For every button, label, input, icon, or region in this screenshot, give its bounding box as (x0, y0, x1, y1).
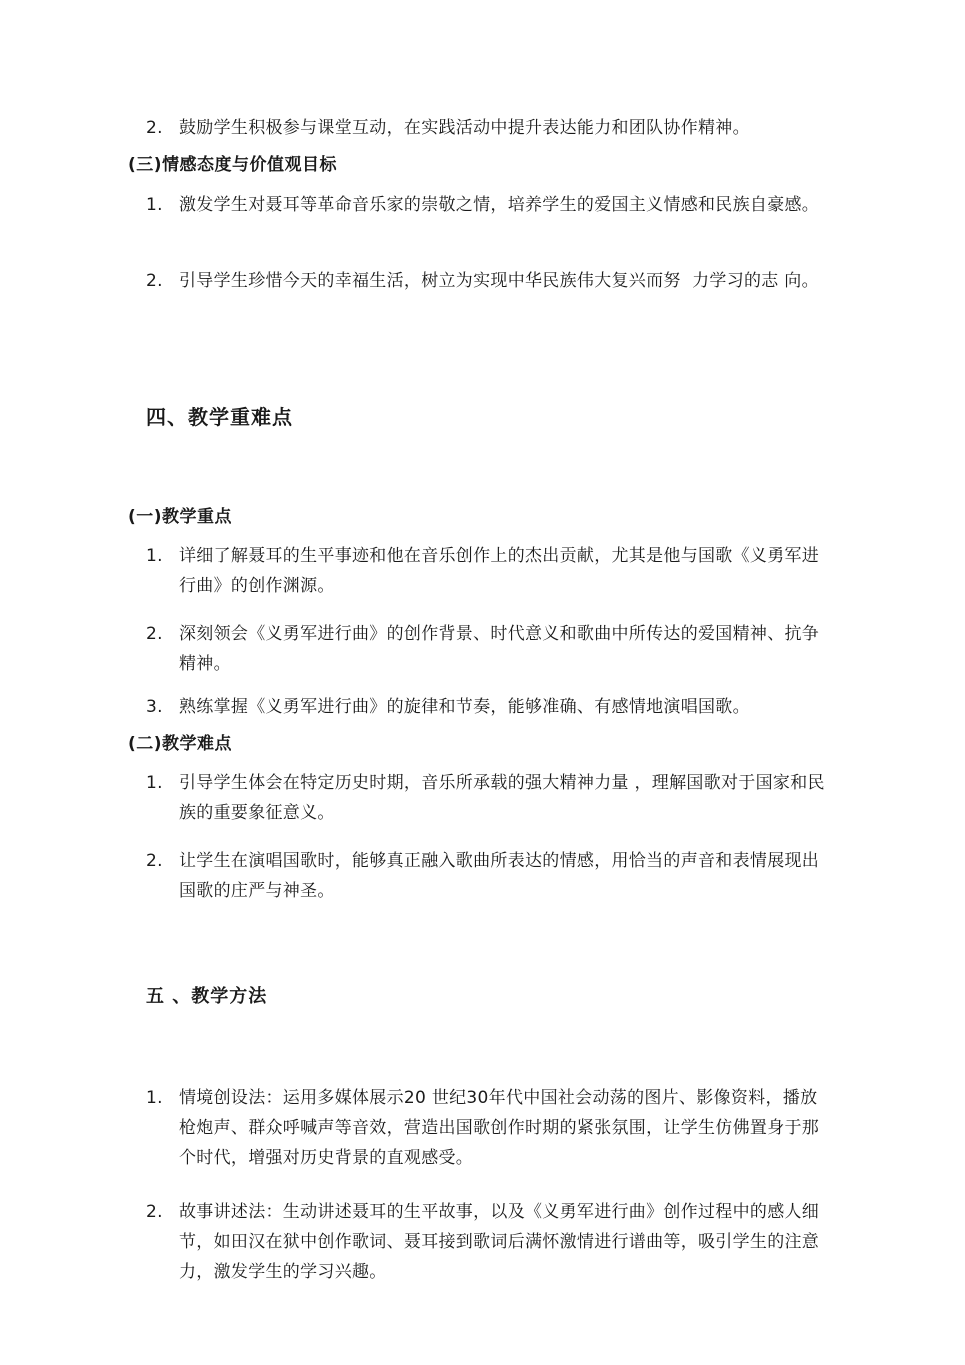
list-item (146, 846, 826, 906)
list-text: 故事讲述法：生动讲述聂耳的生平故事，以及《义勇军进行曲》创作过程中的感人细节，如田汉在狱中创作歌词、聂耳接到歌词后满怀激情进行谱曲等，吸引学生的注意力，激发学生的学习兴趣。 (179, 1202, 820, 1282)
list-item (146, 768, 826, 828)
subsection-heading-key-points: (一)教学重点 (128, 507, 233, 527)
list-text: 引导学生体会在特定历史时期，音乐所承载的强大精神力量 ，理解国歌对于国家和民族的重要象征意义。 (179, 773, 825, 823)
list-item (146, 619, 826, 679)
list-number: 1. (146, 546, 163, 566)
list-item (146, 1083, 826, 1173)
list-number: 2. (146, 851, 163, 871)
list-number: 1. (146, 1088, 163, 1108)
list-text: 熟练掌握《义勇军进行曲》的旋律和节奏，能够准确、有感情地演唱国歌。 (179, 697, 750, 717)
list-text: 鼓励学生积极参与课堂互动，在实践活动中提升表达能力和团队协作精神。 (179, 118, 750, 138)
list-number: 2. (146, 624, 163, 644)
list-number: 3. (146, 697, 163, 717)
list-number: 1. (146, 195, 163, 215)
list-item (146, 692, 826, 722)
list-text: 激发学生对聂耳等革命音乐家的崇敬之情，培养学生的爱国主义情感和民族自豪感。 (179, 195, 820, 215)
list-item (146, 266, 826, 296)
subsection-heading-attitude: (三)情感态度与价值观目标 (128, 155, 338, 175)
list-text: 详细了解聂耳的生平事迹和他在音乐创作上的杰出贡献，尤其是他与国歌《义勇军进行曲》的创作渊源。 (179, 546, 820, 596)
list-item (146, 190, 826, 220)
subsection-heading-difficult-points: (二)教学难点 (128, 734, 233, 754)
list-text: 情境创设法：运用多媒体展示20 世纪30年代中国社会动荡的图片、影像资料，播放枪炮声、群众呼喊声等音效，营造出国歌创作时期的紧张氛围，让学生仿佛置身于那个时代，增强对历史背景的直观感受。 (179, 1088, 820, 1168)
list-number: 2. (146, 118, 163, 138)
list-number: 2. (146, 271, 163, 291)
list-item (146, 1197, 826, 1287)
list-item (146, 541, 826, 601)
list-number: 1. (146, 773, 163, 793)
list-text: 让学生在演唱国歌时，能够真正融入歌曲所表达的情感，用恰当的声音和表情展现出国歌的庄严与神圣。 (179, 851, 820, 901)
list-text: 深刻领会《义勇军进行曲》的创作背景、时代意义和歌曲中所传达的爱国精神、抗争精神。 (179, 624, 820, 674)
section-heading-key-difficult: 四、教学重难点 (146, 405, 293, 429)
list-item (146, 113, 826, 143)
list-text: 引导学生珍惜今天的幸福生活，树立为实现中华民族伟大复兴而努 力学习的志 向。 (179, 271, 819, 291)
section-heading-methods: 五 、教学方法 (146, 986, 268, 1007)
list-number: 2. (146, 1202, 163, 1222)
